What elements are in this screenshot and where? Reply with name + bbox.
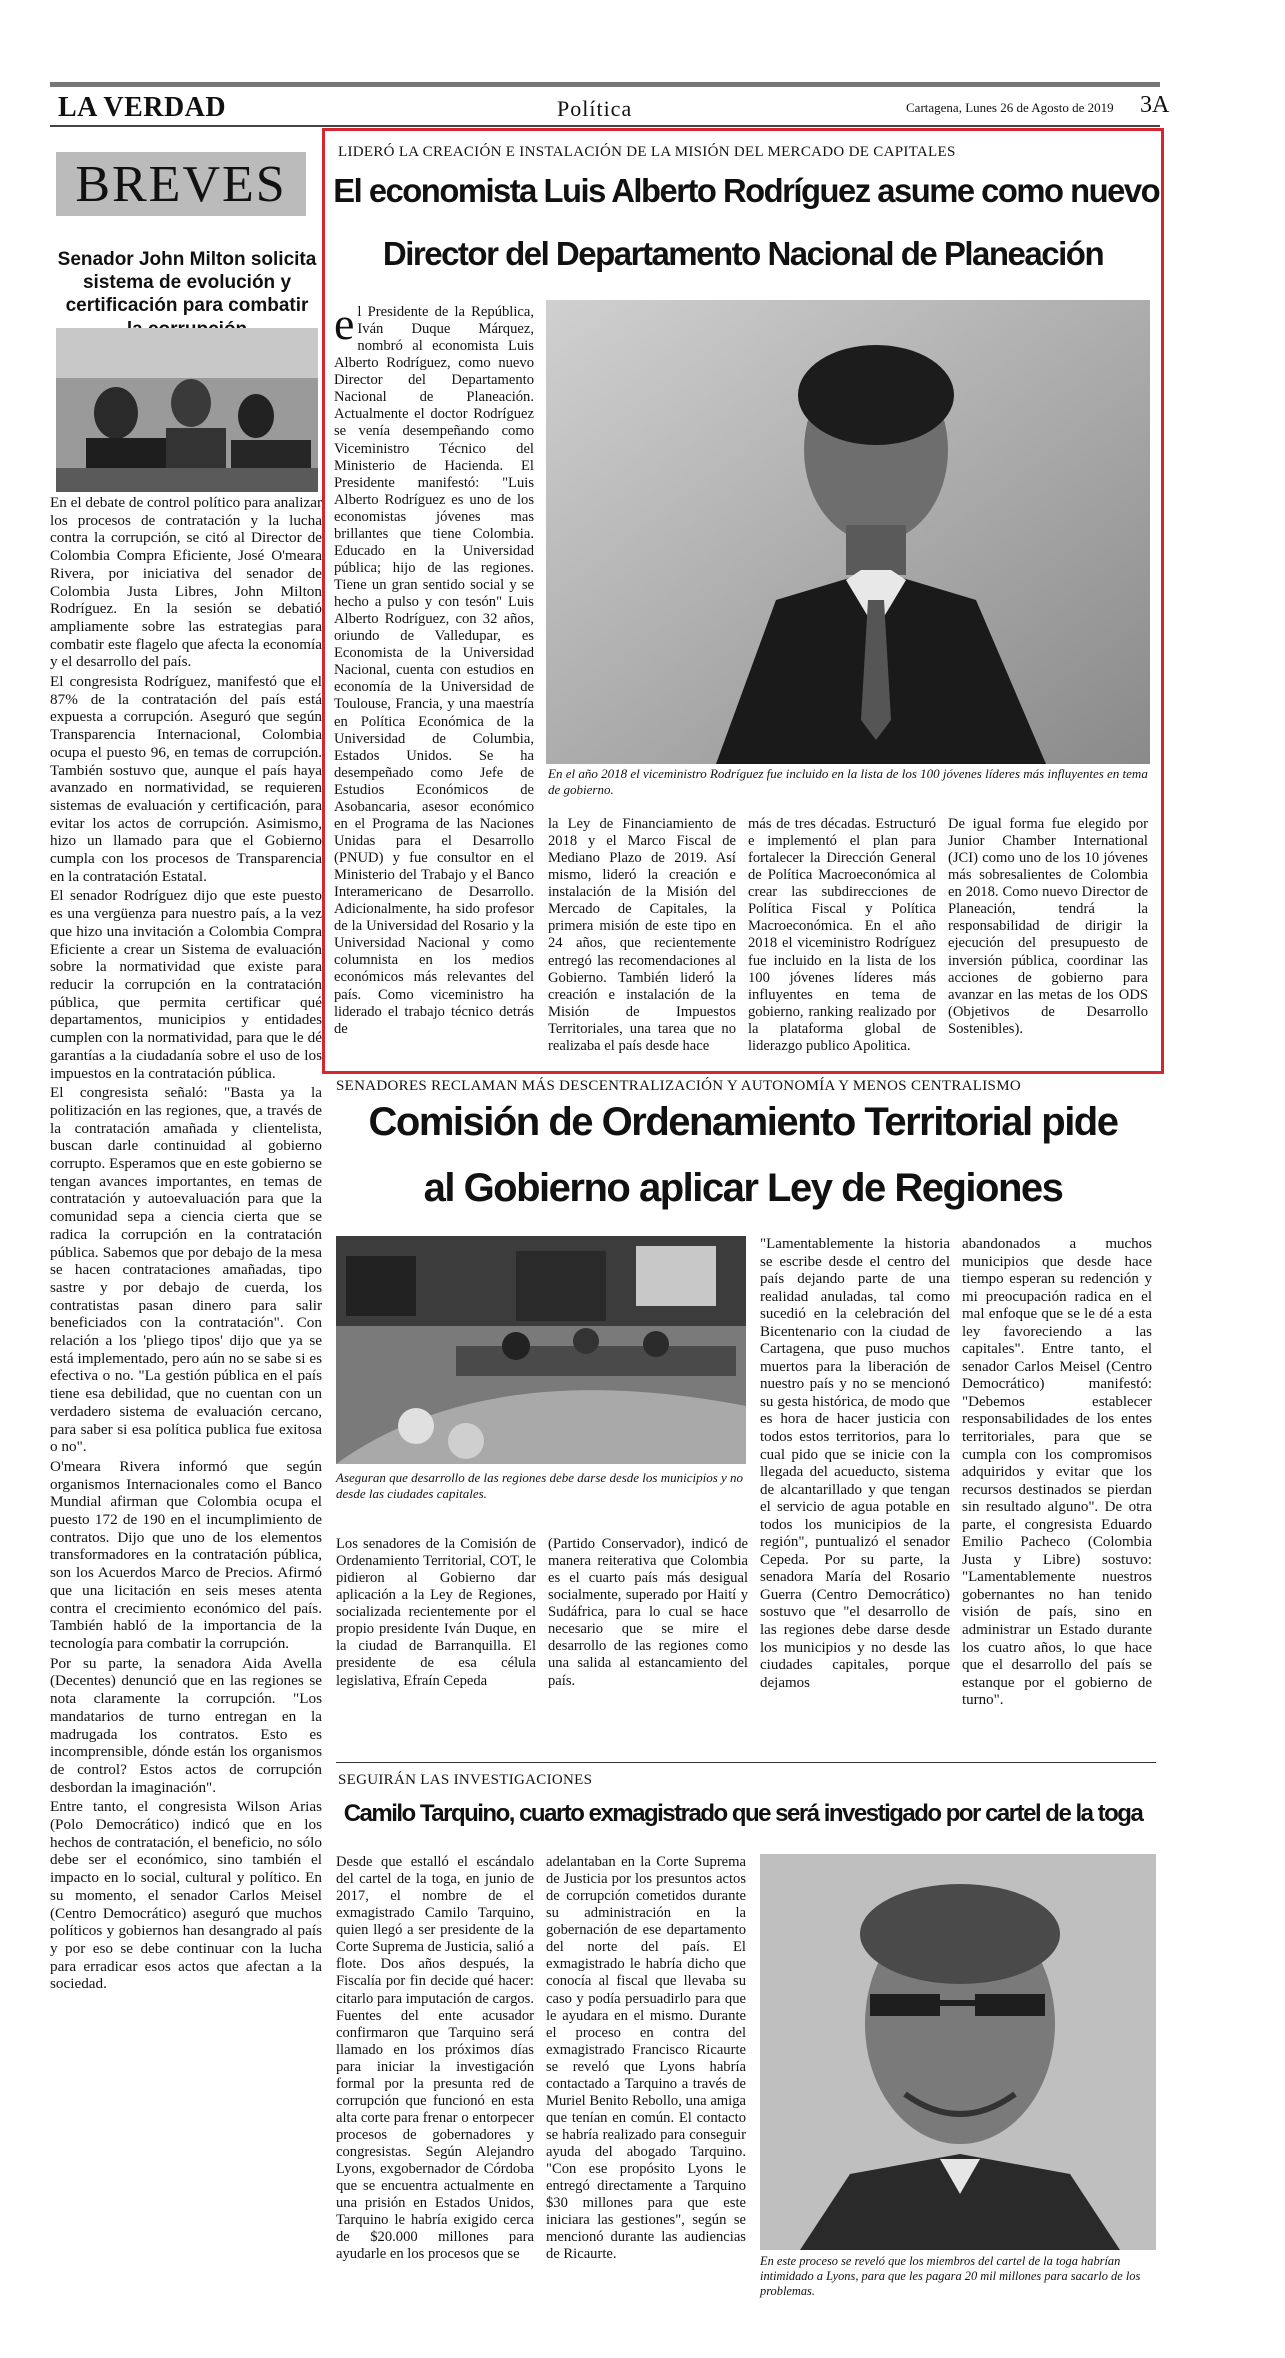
article2-commission-photo	[336, 1236, 746, 1464]
article1-column-4: De igual forma fue elegido por Junior Chamber International (JCI) como uno de los 10 jóvenes más sobresalientes de Colombia en 2018. Como nuevo Director de Planeación, tendrá la responsabilidad de dirigir la ejecución del presupuesto de inversión pública, coordinar las acciones de gobierno para avanzar en las metas de los ODS (Objetivos de Desarrollo Sostenibles).	[948, 816, 1148, 1037]
article2-photo-caption: Aseguran que desarrollo de las regiones debe darse desde los municipios y no desde las ciudades capitales.	[336, 1470, 744, 1501]
article2-column-4: abandonados a muchos municipios que desde hace tiempo esperan su redención y mi preocupación radica en el mal enfoque que se le dé a esta ley favoreciendo a las capitales". Entre tanto, el senador Carlos Meisel (Centro Democrático) manifestó: "Debemos establecer responsabilidades de los entes territoriales, para que se cumpla con los compromisos adquiridos y evitar que los recursos destinados se pierdan sin resultado alguno". De otra parte, el congresista Eduardo Emilio Pacheco (Colombia Justa y Libre) sostuvo: "Lamentablemente nuestros gobernantes no han tenido visión de país, sino en administrar un Estado durante los cuatro años, lo que hace que el desarrollo del país se estanque por el gobierno de turno".	[962, 1236, 1152, 1709]
article1-photo-caption: En el año 2018 el viceministro Rodríguez fue incluido en la lista de los 100 jóvenes líderes más influyentes en tema de gobierno.	[548, 766, 1148, 797]
article2-column-3: "Lamentablemente la historia se escribe desde el centro del país dejando parte de una realidad anuladas, tal como sucedió en la celebración del Bicentenario con la ciudad de Cartagena, que puso muchos muertos para la liberación de nuestro país y no se mencionó su gesta histórica, de modo que es hora de hacer justicia con todos estos territorios, para lo cual pido que se inicie con la llegada del acueducto, sistema de alcantarillado y que tengan el servicio de agua potable en todos los municipios de la región", puntualizó el senador Cepeda. Por su parte, la senadora María del Rosario Guerra (Centro Democrático) sostuvo que "el desarrollo de las regiones debe darse desde los municipios y no desde las ciudades capitales, porque dejamos	[760, 1236, 950, 1691]
breves-headline: Senador John Milton solicita sistema de evolución y certificación para combatir	[57, 249, 317, 317]
article1-column-3: más de tres décadas. Estructuró e implementó el plan para fortalecer la Dirección General de Política Macroeconómica al crear las subdirecciones de Política Fiscal y Política Macroeconómica. En el año 2018 el viceministro Rodríguez fue incluido en la lista de los 100 jóvenes líderes más influyentes en tema de gobierno, ranking realizado por la plataforma global de liderazgo publico Apolitica.	[748, 816, 936, 1054]
article1-column-1	[334, 298, 534, 1038]
article3-photo-caption: En este proceso se reveló que los miembros del cartel de la toga habrían intimidado a Lyons, para que les pagara 20 mil millones para sacarlo de los problemas.	[760, 2254, 1141, 2298]
dateline: Cartagena, Lunes 26 de Agosto de 2019	[906, 100, 1114, 115]
article2-column-1: Los senadores de la Comisión de Ordenamiento Territorial, COT, le pidieron al Gobierno dar aplicación a la Ley de Regiones, socializada recientemente por el propio presidente Iván Duque, en la ciudad de Barranquilla. El presidente de esa célula legislativa, Efraín Cepeda	[336, 1536, 536, 1689]
section-divider	[336, 1762, 1156, 1763]
header-rule	[50, 125, 1160, 127]
breves-paragraph: Por su parte, la senadora Aida Avella (Decentes) denunció que en las regiones se nota claramente la corrupción. "Los mandatarios de turno entregan en la madrugada los contratos. Esto es incomprensible, dónde están los organismos de control? Estos actos de corrupción desbordan la imaginación".	[50, 1654, 322, 1796]
breves-paragraph: Entre tanto, el congresista Wilson Arias (Polo Democrático) indicó que en los hechos de contratación, el beneficio, no sólo debe ser el económico, sino también el impacto en lo social, cultural y político. En su momento, el senador Carlos Meisel (Centro Democrático) aseguró que muchos políticos y gobiernos han desangrado al país y por eso se debe continuar con la lucha para erradicar esos actos que afectan a la sociedad.	[50, 1798, 322, 1993]
article1-portrait-photo	[546, 300, 1150, 764]
article2-column-2: (Partido Conservador), indicó de manera reiterativa que Colombia es el cuarto país más desigual socialmente, superado por Haití y Sudáfrica, para lo cual se hace necesario que se mire el desarrollo de las regiones como una salida al estancamiento del país.	[548, 1536, 748, 1689]
article2-headline-line1: Comisión de Ordenamiento Territorial pide	[368, 1100, 1118, 1144]
article3-kicker: SEGUIRÁN LAS INVESTIGACIONES	[338, 1772, 593, 1788]
article2-headline-line2: al Gobierno aplicar Ley de Regiones	[423, 1166, 1063, 1210]
article3-column-2: adelantaban en la Corte Suprema de Justicia por los presuntos actos de corrupción cometidos durante su administración en la gobernación de ese departamento del norte del país. El exmagistrado le habría dicho que conocía al fiscal que llevaba su caso y podía persuadirlo para que le ayudara en el mismo. Durante el proceso en contra del exmagistrado Francisco Ricaurte se reveló que Lyons habría contactado a Tarquino a través de Muriel Benito Rebollo, una amiga que tenían en común. El contacto se habría realizado para conseguir ayuda del abogado Tarquino. "Con ese propósito Lyons le entregó directamente a Tarquino $30 millones para que este iniciara las gestiones", según se mencionó durante las audiencias de Ricaurte.	[546, 1854, 746, 2263]
section-name: Política	[557, 96, 633, 121]
article1-headline-line2: Director del Departamento Nacional de Planeación	[382, 235, 1104, 272]
article1-column-2: la Ley de Financiamiento de 2018 y el Marco Fiscal de Mediano Plazo de 2019. Así mismo, lideró la creación e instalación de la Misión del Mercado de Capitales, la primera misión de este tipo en 24 años, que recientemente entregó las recomendaciones al Gobierno. También lideró la creación e instalación de la Misión de Impuestos Territoriales, una tarea que no realizaba el país desde hace	[548, 816, 736, 1054]
breves-photo	[56, 328, 318, 492]
breves-paragraph: En el debate de control político para analizar los procesos de contratación y la lucha contra la corrupción, se citó al Director de Colombia Compra Eficiente, José O'meara Rivera, por iniciativa del senador de Colombia Justa Libres, John Milton Rodríguez. En la sesión se debatió ampliamente sobre las estrategias para combatir este flagelo que afecta la economía y el desarrollo del país.	[50, 494, 322, 671]
top-rule	[50, 82, 1160, 87]
page-number: 3A	[1140, 92, 1170, 118]
article1-dropcap: e	[334, 298, 355, 349]
newspaper-name: LA VERDAD	[58, 92, 227, 123]
breves-paragraph: El congresista señaló: "Basta ya la politización en las regiones, que, a través de la contratación amañada y clientelista, buscan darle continuidad al gobierno corrupto. Esperamos que en este gobierno se tengan avances importantes, en temas de contratación y autoevaluación para que la comunidad sepa a ciencia cierta que se radica la corrupción en la contratación pública. Sabemos que por debajo de la mesa se hacen contrataciones amañadas, tipo sastre y por debajo de cuerda, los contratistas pasan dinero para salir beneficiados con la contratación". Con relación a los 'pliego tipos' dijo que ya se está implementado, pero aún no se sabe si es efectiva o no. "La gestión pública en el país tiene esa debilidad, que no cuentan con un verdadero sistema de evaluación cercano, para saber si esa política publica fue exitosa o no".	[50, 1084, 322, 1456]
article3-headline: Camilo Tarquino, cuarto exmagistrado que será investigado por cartel de la toga	[343, 1800, 1143, 1827]
article1-kicker: LIDERÓ LA CREACIÓN E INSTALACIÓN DE LA MISIÓN DEL MERCADO DE CAPITALES	[338, 144, 956, 160]
article3-column-1: Desde que estalló el escándalo del cartel de la toga, en junio de 2017, el nombre de el exmagistrado Camilo Tarquino, quien llegó a ser presidente de la Corte Suprema de Justicia, salió a flote. Dos años después, la Fiscalía por fin decide qué hacer: citarlo para imputación de cargos. Fuentes del ente acusador confirmaron que Tarquino será llamado en los próximos días para iniciar la investigación formal por la presunta red de corrupción que funcionó en esta alta corte para frenar o entorpecer procesos de gobernadores y congresistas. Según Alejandro Lyons, exgobernador de Córdoba que se encuentra actualmente en una prisión en Estados Unidos, Tarquino le habría exigido cerca de $20.000 millones para ayudarle en los procesos que se	[336, 1854, 534, 2263]
article3-portrait-photo	[760, 1854, 1156, 2250]
breves-paragraph: El congresista Rodríguez, manifestó que el 87% de la contratación del país está expuesta a corrupción. Aseguró que según Transparencia Internacional, Colombia ocupa el puesto 96, en temas de corrupción. También sostuvo que, aunque el país haya avanzado en normatividad, se requieren sistemas de evaluación y certificación, para evitar los actos de corrupción. Asimismo, hizo un llamado para que el Gobierno cumpla con los procesos de Transparencia en la contratación Estatal.	[50, 673, 322, 885]
article1-headline-line1: El economista Luis Alberto Rodríguez asume como nuevo	[333, 172, 1160, 209]
article2-kicker: SENADORES RECLAMAN MÁS DESCENTRALIZACIÓN Y AUTONOMÍA Y MENOS CENTRALISMO	[336, 1078, 1021, 1094]
breves-paragraph: O'meara Rivera informó que según organismos Internacionales como el Banco Mundial afirman que Colombia ocupa el puesto 172 de 190 en el incumplimiento de contratos. Dijo que uno de los elementos transformadores en la contratación pública, son los Acuerdos Marco de Precios. Afirmó que una licitación en seis meses atenta contra el crecimiento económico del país. También habló de la importancia de la tecnología para combatir la corrupción.	[50, 1457, 322, 1652]
breves-label: BREVES	[56, 152, 306, 216]
breves-paragraph: El senador Rodríguez dijo que este puesto es una vergüenza para nuestro país, a la vez que hizo una invitación a Colombia Compra Eficiente a crear un Sistema de evaluación sobre la normatividad que existe para reducir la corrupción en la contratación pública, que permita certificar qué departamentos, municipios y entidades cumplen con la normatividad, para que le dé garantías a la ciudadanía sobre el uso de los impuestos en la contratación pública.	[50, 887, 322, 1082]
article1-col1-text: l Presidente de la República, Iván Duque Márquez, nombró al economista Luis Alberto Rodríguez, como nuevo Director del Departamento Nacional de Planeación. Actualmente el doctor Rodríguez se venía desempeñando como Viceministro Técnico del Ministerio de Hacienda. El Presidente manifestó: "Luis Alberto Rodríguez es uno de los economistas jóvenes mas brillantes que tiene Colombia. Educado en la Universidad pública; hijo de las regiones. Tiene un gran sentido social y se hecho a pulso y con tesón" Luis Alberto Rodríguez, con 32 años, oriundo de Valledupar, es Economista de la Universidad Nacional, cuenta con estudios en economía de la Universidad de Toulouse, Francia, y una maestría en Política Económica de la Universidad de Columbia, Estados Unidos. Se ha desempeñado como Jefe de Estudios Económicos de Asobancaria, asesor económico en el Programa de las Naciones Unidas para el Desarrollo (PNUD) y fue consultor en el Ministerio del Trabajo y el Banco Interamericano de Desarrollo. Adicionalmente, ha sido profesor de la Universidad del Rosario y la Universidad Nacional y como columnista en los medios económicos más relevantes del país. Como viceministro ha liderado el trabajo técnico detrás de	[334, 304, 534, 1037]
breves-body	[50, 494, 322, 1995]
